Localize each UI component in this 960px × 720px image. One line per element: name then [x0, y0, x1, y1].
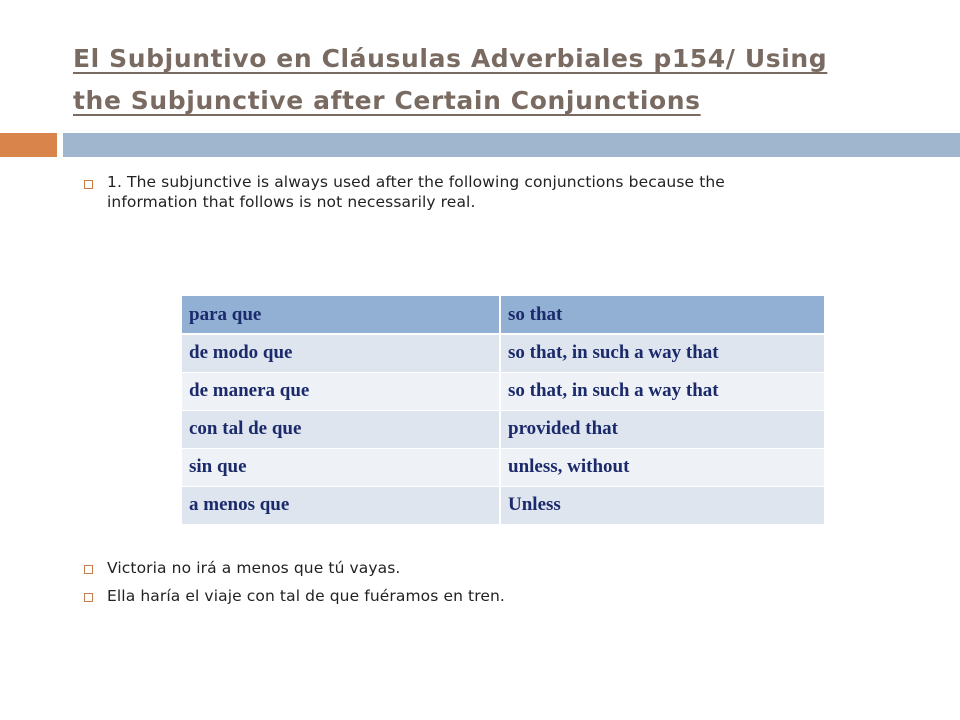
bullet-square-icon: [84, 593, 93, 602]
table-row: [182, 334, 824, 372]
bullet-square-icon: [84, 565, 93, 574]
table-cell-spanish: para que: [182, 296, 500, 334]
accent-bar-blue: [63, 133, 960, 157]
table-cell-spanish: con tal de que: [182, 410, 500, 448]
slide-title: [73, 38, 933, 122]
table-row: [182, 296, 824, 334]
table-cell-english: so that: [500, 296, 824, 334]
table-row: [182, 448, 824, 486]
intro-bullet-line-2: information that follows is not necessarily real.: [107, 193, 476, 211]
intro-bullet: [107, 172, 867, 212]
table-cell-english: so that, in such a way that: [500, 372, 824, 410]
intro-bullet-line-1: 1. The subjunctive is always used after the following conjunctions because the: [107, 173, 725, 191]
table-cell-english: unless, without: [500, 448, 824, 486]
table-cell-english: so that, in such a way that: [500, 334, 824, 372]
bullet-square-icon: [84, 180, 93, 189]
table-cell-spanish: sin que: [182, 448, 500, 486]
example-bullet-1: Victoria no irá a menos que tú vayas.: [107, 559, 401, 577]
table-row: [182, 372, 824, 410]
table-cell-spanish: de modo que: [182, 334, 500, 372]
table-row: [182, 410, 824, 448]
slide-title-line-2: the Subjunctive after Certain Conjunctions: [73, 86, 701, 115]
slide-title-line-1: El Subjuntivo en Cláusulas Adverbiales p154/ Using: [73, 44, 828, 73]
accent-bar-orange: [0, 133, 57, 157]
table-cell-spanish: a menos que: [182, 486, 500, 524]
table-cell-spanish: de manera que: [182, 372, 500, 410]
example-bullet-2: Ella haría el viaje con tal de que fuéramos en tren.: [107, 587, 505, 605]
table-cell-english: Unless: [500, 486, 824, 524]
table-row: [182, 486, 824, 524]
table-cell-english: provided that: [500, 410, 824, 448]
conjunctions-table: [182, 296, 824, 525]
